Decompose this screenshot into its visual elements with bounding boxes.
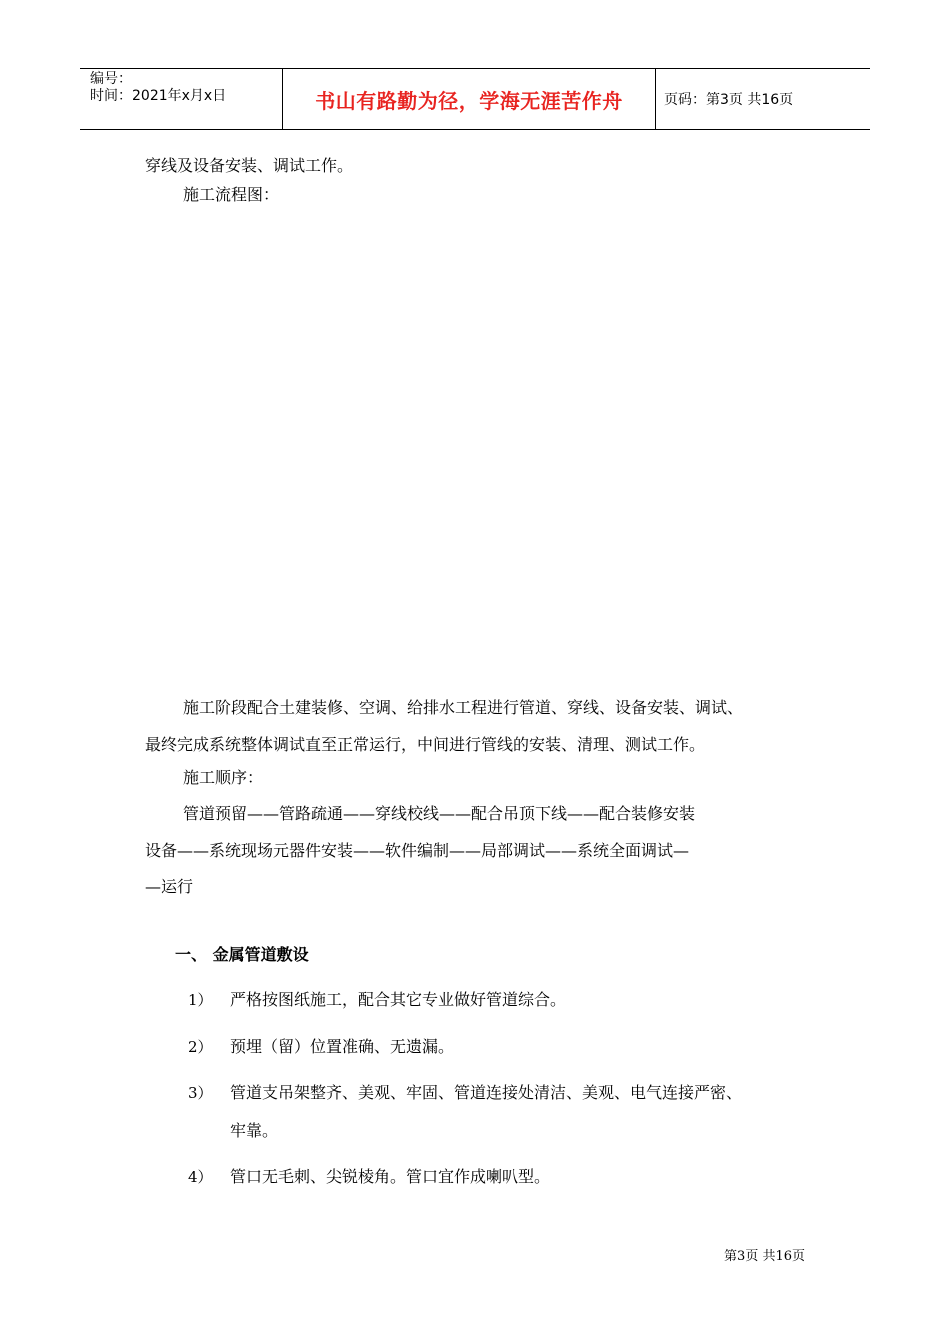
list-item-text: 管口无毛刺、尖锐棱角。管口宜作成喇叭型。: [230, 1167, 551, 1186]
list-item-text: 预埋（留）位置准确、无遗漏。: [230, 1037, 455, 1056]
document-number-label: 编号：: [90, 71, 132, 87]
flowchart-label: 施工流程图：: [183, 185, 280, 204]
list-item-number: 3）: [188, 1084, 213, 1102]
document-date: 时间：2021年x月x日: [90, 88, 227, 104]
paragraph-construction-stage-line1: 施工阶段配合土建装修、空调、给排水工程进行管道、穿线、设备安装、调试、: [183, 698, 744, 717]
paragraph-construction-stage-line2: 最终完成系统整体调试直至正常运行，中间进行管线的安装、清理、测试工作。: [145, 735, 706, 754]
construction-order-label: 施工顺序：: [183, 768, 264, 787]
page-footer-number: 第3页 共16页: [724, 1249, 805, 1264]
list-item-number: 2）: [188, 1038, 213, 1056]
body-line-continued: 穿线及设备安装、调试工作。: [145, 156, 354, 175]
page-header: [80, 68, 870, 130]
header-meta: [80, 69, 283, 129]
list-item-text: 管道支吊架整齐、美观、牢固、管道连接处清洁、美观、电气连接严密、: [230, 1083, 743, 1102]
section-heading-metal-pipe: 一、 金属管道敷设: [175, 945, 309, 964]
header-motto: 书山有路勤为径，学海无涯苦作舟: [315, 88, 623, 113]
flowchart-blank-area: [145, 215, 805, 675]
construction-order-line1: 管道预留——管路疏通——穿线校线——配合吊顶下线——配合装修安装: [183, 804, 696, 823]
list-item-number: 4）: [188, 1168, 213, 1186]
construction-order-line3: —运行: [145, 877, 194, 896]
list-item-text: 严格按图纸施工，配合其它专业做好管道综合。: [230, 990, 567, 1009]
list-item-text-continued: 牢靠。: [230, 1121, 279, 1140]
list-item-number: 1）: [188, 991, 213, 1009]
header-page-code: 页码：第3页 共16页: [664, 92, 794, 108]
construction-order-line2: 设备——系统现场元器件安装——软件编制——局部调试——系统全面调试—: [145, 841, 690, 860]
header-page-cell: [656, 69, 870, 129]
header-motto-cell: [283, 69, 656, 129]
